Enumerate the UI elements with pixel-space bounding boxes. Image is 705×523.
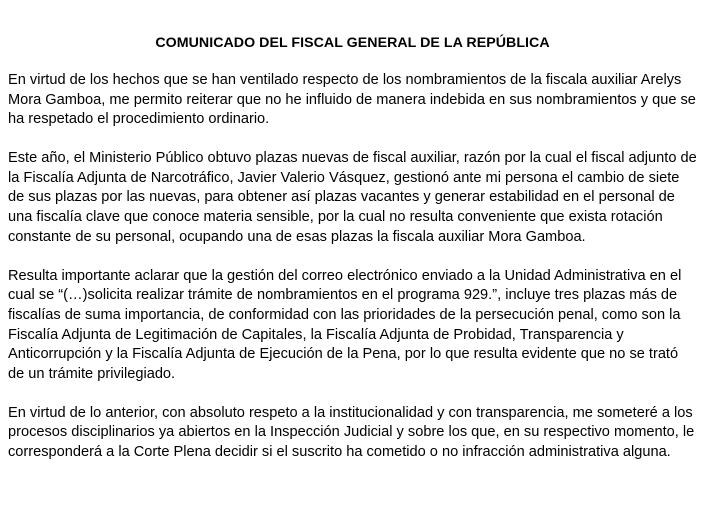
paragraph-2: Este año, el Ministerio Público obtuvo plazas nuevas de fiscal auxiliar, razón por la cual el fiscal adjunto de la Fiscalía Adjunta de Narcotráfico, Javier Valerio Vásquez, gestionó ante mi persona el cambio de siete de sus plazas por las nuevas, para obtener así plazas vacantes y generar estabilidad en el personal de una fiscalía clave que conoce materia sensible, por la cual no resulta conveniente que exista rotación constante de su personal, ocupando una de esas plazas la fiscala auxiliar Mora Gamboa.: [8, 150, 697, 245]
paragraph-4: En virtud de lo anterior, con absoluto respeto a la institucionalidad y con transparencia, me someteré a los procesos disciplinarios ya abiertos en la Inspección Judicial y sobre los que, en su respectivo momento, le corresponderá a la Corte Plena decidir si el suscrito ha cometido o no infracción administrativa alguna.: [8, 404, 695, 460]
document-title: COMUNICADO DEL FISCAL GENERAL DE LA REPÚBLICA: [155, 35, 550, 51]
paragraph-3: Resulta importante aclarar que la gestión del correo electrónico enviado a la Unidad Administrativa en el cual se “(…)solicita realizar trámite de nombramientos en el programa 929.”, incluye tres plazas más de fiscalías de suma importancia, de conformidad con las prioridades de la persecución penal, como son la Fiscalía Adjunta de Legitimación de Capitales, la Fiscalía Adjunta de Probidad, Transparencia y Anticorrupción y la Fiscalía Adjunta de Ejecución de la Pena, por lo que resulta evidente que no se trató de un trámite privilegiado.: [8, 267, 682, 382]
paragraph-1: En virtud de los hechos que se han ventilado respecto de los nombramientos de la fiscala auxiliar Arelys Mora Gamboa, me permito reiterar que no he influido de manera indebida en sus nombramientos y que se ha respetado el procedimiento ordinario.: [8, 72, 696, 128]
